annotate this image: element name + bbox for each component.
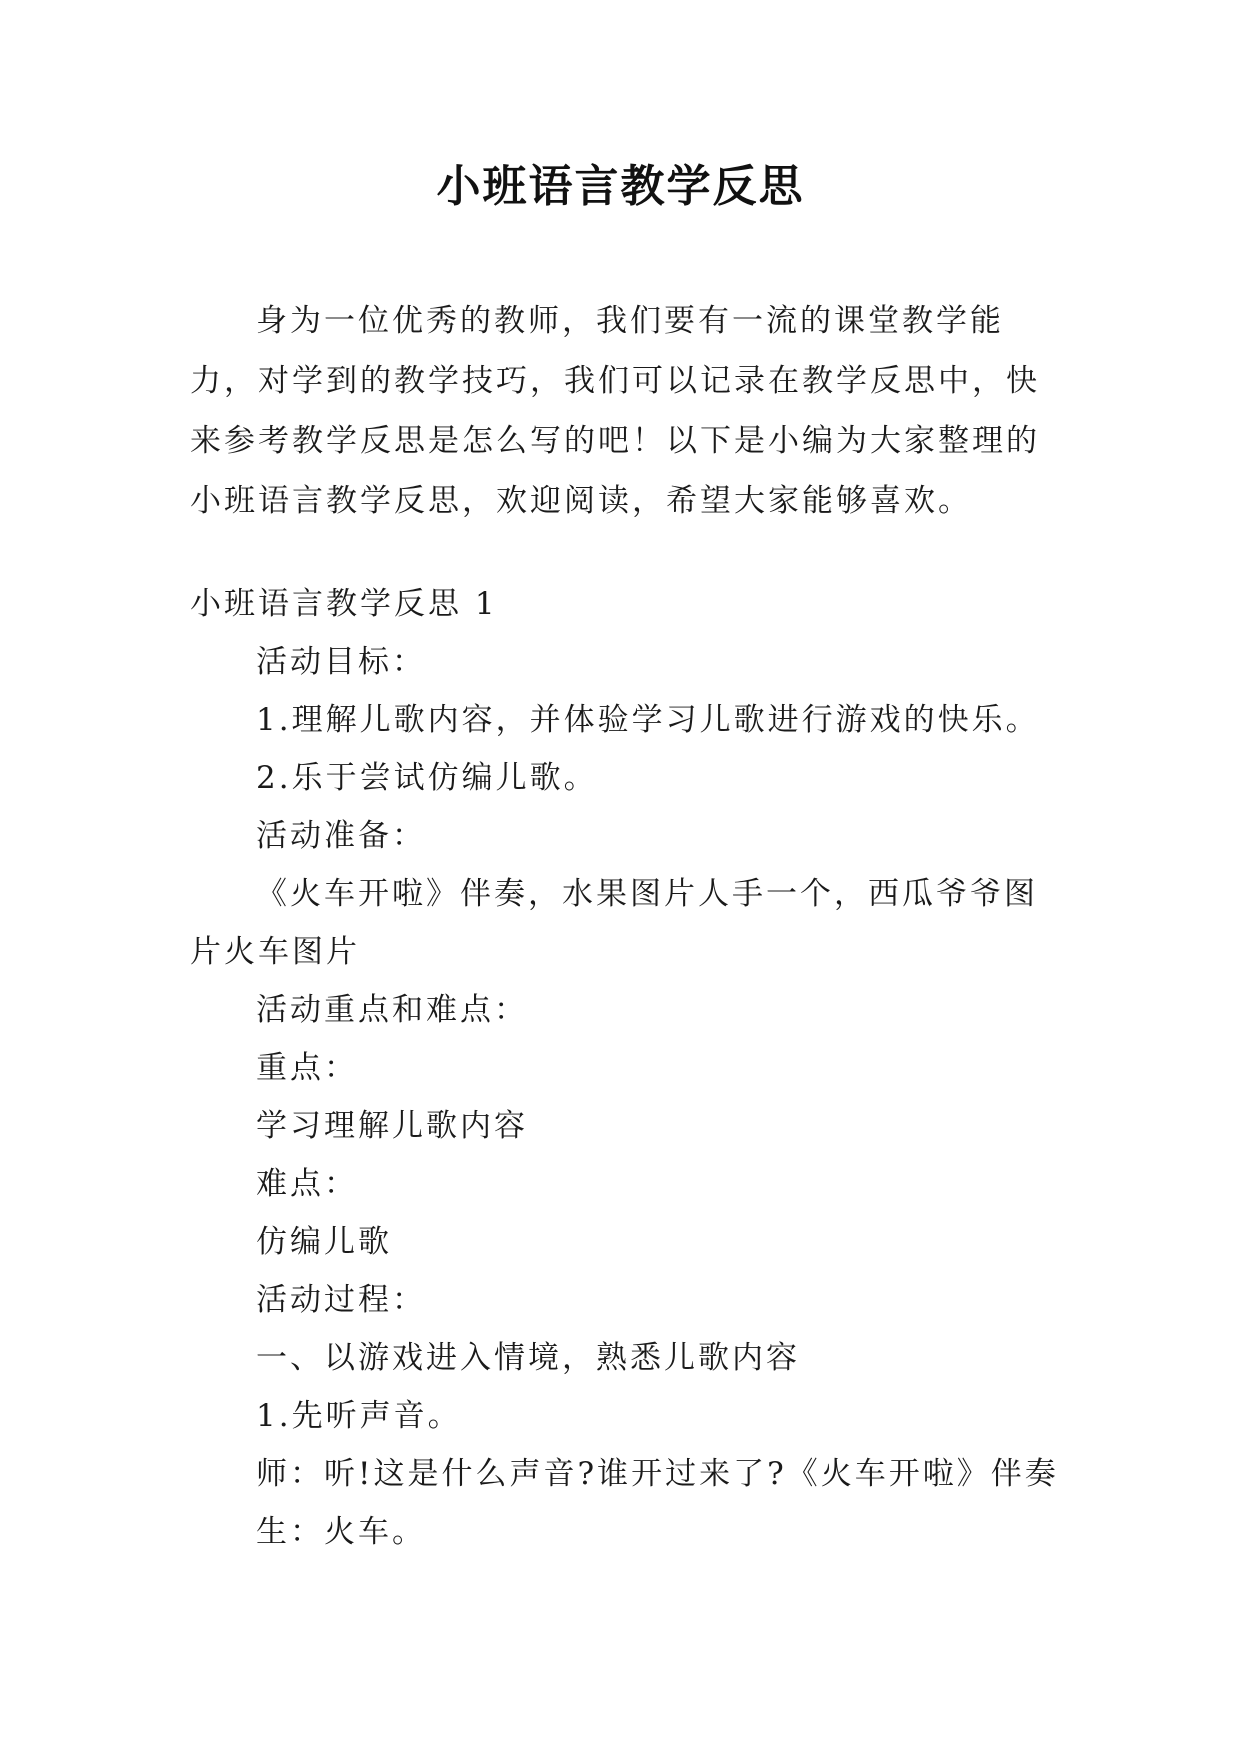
body-paragraph: 1.先听声音。 — [256, 1398, 462, 1434]
body-paragraph: 一、以游戏进入情境，熟悉儿歌内容 — [256, 1340, 800, 1376]
body-paragraph: 仿编儿歌 — [256, 1224, 392, 1260]
body-paragraph: 重点： — [256, 1050, 358, 1086]
body-paragraph: 活动过程： — [256, 1282, 426, 1318]
section-heading: 小班语言教学反思 1 — [190, 586, 498, 622]
body-paragraph: 活动目标： — [256, 644, 426, 680]
document-title: 小班语言教学反思 — [436, 161, 805, 212]
body-paragraph: 活动准备： — [256, 818, 426, 854]
body-paragraph: 生：火车。 — [256, 1514, 426, 1550]
body-paragraph: 2.乐于尝试仿编儿歌。 — [256, 760, 598, 796]
body-paragraph: 师：听!这是什么声音?谁开过来了?《火车开啦》伴奏 — [256, 1456, 1059, 1492]
body-paragraph: 《火车开啦》伴奏，水果图片人手一个，西瓜爷爷图片火车图片 — [190, 876, 1038, 970]
body-paragraph: 难点： — [256, 1166, 358, 1202]
body-paragraph: 1.理解儿歌内容，并体验学习儿歌进行游戏的快乐。 — [256, 702, 1040, 738]
body-paragraph: 活动重点和难点： — [256, 992, 528, 1028]
intro-paragraph: 身为一位优秀的教师，我们要有一流的课堂教学能力，对学到的教学技巧，我们可以记录在教学反思中，快来参考教学反思是怎么写的吧！以下是小编为大家整理的小班语言教学反思，欢迎阅读，希望大家能够喜欢。 — [190, 303, 1040, 519]
document-body — [190, 575, 1070, 1561]
body-paragraph: 学习理解儿歌内容 — [256, 1108, 528, 1144]
